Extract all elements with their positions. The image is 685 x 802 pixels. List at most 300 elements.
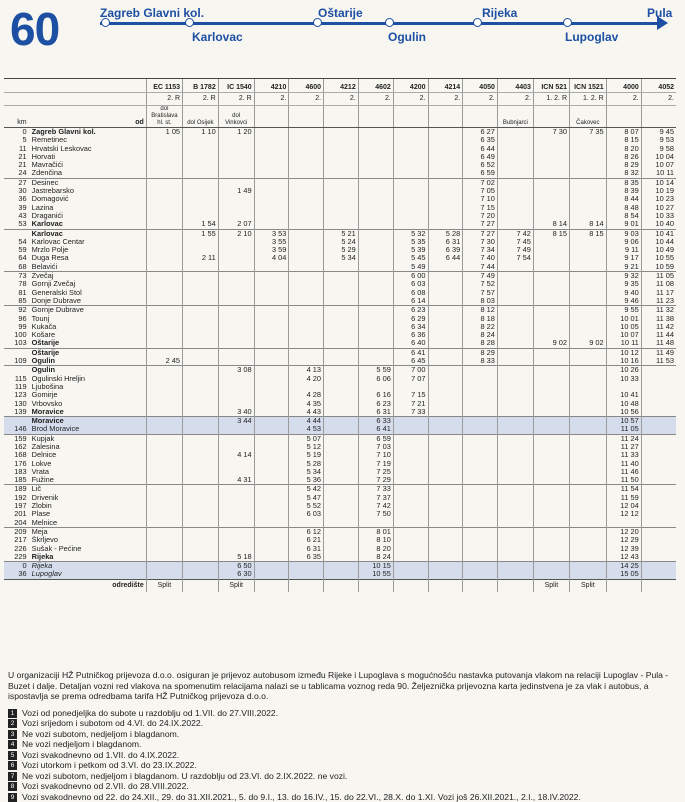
row-time <box>428 383 463 391</box>
table-row <box>4 383 676 391</box>
row-time <box>393 562 428 571</box>
row-time <box>606 383 641 391</box>
row-time <box>463 553 498 562</box>
row-km: 123 <box>4 391 30 399</box>
row-time <box>289 272 324 281</box>
row-time <box>570 315 607 323</box>
row-time <box>289 348 324 357</box>
row-time <box>218 434 254 443</box>
row-time <box>463 434 498 443</box>
row-time: 6 23 <box>393 306 428 315</box>
row-time <box>428 263 463 272</box>
origin-label: od <box>30 106 147 128</box>
row-time <box>570 434 607 443</box>
row-time <box>183 169 219 178</box>
row-time <box>218 391 254 399</box>
table-row <box>4 460 676 468</box>
row-km: 43 <box>4 212 30 220</box>
row-time <box>254 339 289 348</box>
row-time <box>324 169 359 178</box>
row-time: 5 36 <box>289 476 324 485</box>
row-time <box>324 375 359 383</box>
row-time <box>146 339 182 348</box>
row-time <box>146 220 182 229</box>
note-text: Ne vozi subotom, nedjeljom i blagdanom. <box>22 729 179 740</box>
row-time: 8 15 <box>533 229 569 238</box>
row-station: Gomirje <box>30 391 147 399</box>
row-station: Rijeka <box>30 562 147 571</box>
row-time: 8 33 <box>463 357 498 366</box>
row-km: 103 <box>4 339 30 348</box>
row-time <box>218 536 254 544</box>
row-time: 11 40 <box>606 460 641 468</box>
row-time <box>428 195 463 203</box>
row-time <box>533 417 569 426</box>
row-time <box>428 468 463 476</box>
table-row <box>4 357 676 366</box>
row-time: 7 25 <box>358 468 393 476</box>
row-km: 24 <box>4 169 30 178</box>
row-time <box>218 136 254 144</box>
row-time <box>641 519 676 528</box>
row-time <box>183 476 219 485</box>
row-time <box>393 195 428 203</box>
row-time <box>533 169 569 178</box>
row-time <box>146 545 182 553</box>
row-station: Melnice <box>30 519 147 528</box>
row-time <box>289 306 324 315</box>
row-time <box>393 425 428 434</box>
row-time <box>570 476 607 485</box>
row-time: 8 28 <box>463 339 498 348</box>
row-time: 5 52 <box>289 502 324 510</box>
row-time <box>358 315 393 323</box>
row-time: 6 06 <box>358 375 393 383</box>
row-time: 11 46 <box>606 468 641 476</box>
table-row <box>4 485 676 494</box>
row-time <box>183 331 219 339</box>
row-time: 9 46 <box>606 297 641 306</box>
train-number: EC 1153 <box>146 79 182 93</box>
row-station: Remetinec <box>30 136 147 144</box>
row-time: 11 05 <box>606 425 641 434</box>
row-time <box>358 195 393 203</box>
route-stop-label: Pula <box>647 6 672 20</box>
row-km: 130 <box>4 400 30 408</box>
row-time: 7 40 <box>463 254 498 262</box>
row-time: 7 44 <box>463 263 498 272</box>
row-time <box>533 315 569 323</box>
row-time: 10 07 <box>641 161 676 169</box>
row-time <box>183 562 219 571</box>
row-time <box>358 280 393 288</box>
row-time <box>146 323 182 331</box>
row-time <box>146 408 182 417</box>
row-time <box>533 254 569 262</box>
row-time <box>324 366 359 375</box>
table-row <box>4 195 676 203</box>
row-time <box>428 562 463 571</box>
row-time <box>146 204 182 212</box>
row-time: 6 59 <box>358 434 393 443</box>
row-time <box>183 272 219 281</box>
row-time <box>497 289 533 297</box>
row-km: 226 <box>4 545 30 553</box>
row-time: 5 59 <box>358 366 393 375</box>
row-time <box>254 570 289 579</box>
row-time <box>463 468 498 476</box>
row-km: 159 <box>4 434 30 443</box>
train-number: 4602 <box>358 79 393 93</box>
row-time: 7 10 <box>463 195 498 203</box>
row-time: 6 31 <box>428 238 463 246</box>
row-time <box>254 451 289 459</box>
row-time <box>324 178 359 187</box>
row-time <box>146 178 182 187</box>
row-station: Ogulin <box>30 357 147 366</box>
row-time <box>497 494 533 502</box>
row-time <box>393 451 428 459</box>
row-time: 11 38 <box>641 315 676 323</box>
row-time <box>324 408 359 417</box>
row-time <box>218 280 254 288</box>
row-time <box>289 246 324 254</box>
row-time: 7 50 <box>358 510 393 518</box>
row-time <box>570 553 607 562</box>
row-time <box>570 297 607 306</box>
row-time: 6 44 <box>428 254 463 262</box>
row-time <box>254 510 289 518</box>
row-time: 2 10 <box>218 229 254 238</box>
row-time <box>254 263 289 272</box>
row-time <box>324 383 359 391</box>
row-time <box>146 195 182 203</box>
row-time <box>533 451 569 459</box>
train-destination <box>641 579 676 592</box>
note-item <box>8 781 680 792</box>
row-time <box>570 570 607 579</box>
row-time: 5 34 <box>324 254 359 262</box>
row-time <box>358 339 393 348</box>
row-time <box>393 161 428 169</box>
row-time: 5 19 <box>289 451 324 459</box>
note-key-icon: 6 <box>8 761 17 770</box>
row-time: 10 40 <box>641 220 676 229</box>
row-time <box>146 246 182 254</box>
row-km: 96 <box>4 315 30 323</box>
train-destination: Split <box>570 579 607 592</box>
row-time: 7 52 <box>463 280 498 288</box>
table-row <box>4 187 676 195</box>
train-origin: dol Bratislava hl. st. <box>146 106 182 128</box>
row-station: Škrljevo <box>30 536 147 544</box>
row-time: 6 30 <box>218 570 254 579</box>
row-time: 8 14 <box>533 220 569 229</box>
row-time <box>463 425 498 434</box>
row-time <box>497 348 533 357</box>
row-time <box>218 306 254 315</box>
row-time: 6 08 <box>393 289 428 297</box>
row-time <box>463 502 498 510</box>
row-time <box>497 570 533 579</box>
row-time <box>641 451 676 459</box>
train-origin <box>254 106 289 128</box>
row-time: 15 05 <box>606 570 641 579</box>
row-time <box>254 391 289 399</box>
row-station: Kupjak <box>30 434 147 443</box>
row-time: 11 42 <box>641 323 676 331</box>
note-item <box>8 760 680 771</box>
row-time <box>324 263 359 272</box>
row-time <box>183 153 219 161</box>
row-time <box>324 153 359 161</box>
row-km: 162 <box>4 443 30 451</box>
note-item <box>8 739 680 750</box>
row-time <box>218 195 254 203</box>
row-km: 73 <box>4 272 30 281</box>
row-time <box>428 434 463 443</box>
table-row <box>4 417 676 426</box>
row-time <box>570 527 607 536</box>
row-time <box>533 476 569 485</box>
row-time: 4 04 <box>254 254 289 262</box>
row-time: 12 43 <box>606 553 641 562</box>
row-time <box>497 375 533 383</box>
train-destination: Split <box>146 579 182 592</box>
note-item <box>8 750 680 761</box>
row-time: 6 49 <box>463 153 498 161</box>
row-time <box>324 339 359 348</box>
row-time <box>533 391 569 399</box>
row-time <box>428 366 463 375</box>
row-time <box>533 212 569 220</box>
row-time: 8 10 <box>358 536 393 544</box>
row-time <box>533 443 569 451</box>
row-time: 10 57 <box>606 417 641 426</box>
train-number: ICN 1521 <box>570 79 607 93</box>
row-time <box>533 527 569 536</box>
row-km: 0 <box>4 562 30 571</box>
row-time <box>463 527 498 536</box>
table-row <box>4 246 676 254</box>
row-time <box>428 128 463 137</box>
row-time <box>393 553 428 562</box>
row-km: 204 <box>4 519 30 528</box>
row-time <box>606 519 641 528</box>
row-time <box>254 443 289 451</box>
row-time: 7 05 <box>463 187 498 195</box>
row-time <box>393 153 428 161</box>
row-time <box>533 553 569 562</box>
row-time <box>497 400 533 408</box>
row-time <box>641 400 676 408</box>
row-time <box>393 460 428 468</box>
row-time <box>428 306 463 315</box>
train-destination <box>497 579 533 592</box>
row-time: 8 54 <box>606 212 641 220</box>
train-destination <box>289 579 324 592</box>
row-time <box>533 204 569 212</box>
row-time: 5 35 <box>393 238 428 246</box>
row-time: 8 07 <box>606 128 641 137</box>
stop-dot-icon <box>385 18 394 27</box>
row-time <box>428 357 463 366</box>
row-time: 2 07 <box>218 220 254 229</box>
row-time <box>183 451 219 459</box>
train-origin <box>641 106 676 128</box>
table-row <box>4 366 676 375</box>
row-time: 7 29 <box>358 476 393 485</box>
row-km: 183 <box>4 468 30 476</box>
row-time: 9 55 <box>606 306 641 315</box>
row-time <box>497 460 533 468</box>
row-time <box>218 357 254 366</box>
row-time: 11 08 <box>641 280 676 288</box>
table-row <box>4 272 676 281</box>
row-km: 99 <box>4 323 30 331</box>
row-time <box>497 136 533 144</box>
row-time <box>324 195 359 203</box>
row-time <box>570 145 607 153</box>
row-km: 192 <box>4 494 30 502</box>
row-time: 4 13 <box>289 366 324 375</box>
row-km: 36 <box>4 195 30 203</box>
row-time <box>146 460 182 468</box>
row-time: 4 28 <box>289 391 324 399</box>
train-class: 2. R <box>183 93 219 106</box>
row-time: 8 29 <box>606 161 641 169</box>
row-time <box>428 323 463 331</box>
row-time <box>289 289 324 297</box>
train-class: 2. <box>497 93 533 106</box>
row-station: Rijeka <box>30 553 147 562</box>
row-time <box>324 297 359 306</box>
row-time <box>358 331 393 339</box>
row-time <box>393 510 428 518</box>
row-time: 11 54 <box>606 485 641 494</box>
row-time <box>289 331 324 339</box>
train-origin <box>393 106 428 128</box>
row-time <box>570 502 607 510</box>
row-time <box>533 289 569 297</box>
row-time <box>428 331 463 339</box>
row-km <box>4 348 30 357</box>
row-time <box>218 545 254 553</box>
row-time: 7 30 <box>533 128 569 137</box>
table-row <box>4 238 676 246</box>
row-time <box>641 527 676 536</box>
note-key-icon: 4 <box>8 740 17 749</box>
train-destination <box>254 579 289 592</box>
note-item <box>8 792 680 802</box>
row-time <box>254 502 289 510</box>
row-time <box>533 348 569 357</box>
row-km: 27 <box>4 178 30 187</box>
row-time <box>146 519 182 528</box>
note-text: Vozi svakodnevno od 2.VII. do 28.VIII.2022. <box>22 781 189 792</box>
row-time: 10 33 <box>606 375 641 383</box>
row-time <box>570 519 607 528</box>
row-time: 8 18 <box>463 315 498 323</box>
row-time <box>218 161 254 169</box>
row-time <box>393 545 428 553</box>
row-time <box>393 169 428 178</box>
table-row <box>4 153 676 161</box>
row-time <box>393 128 428 137</box>
row-time <box>428 375 463 383</box>
row-time: 7 42 <box>497 229 533 238</box>
row-time <box>289 128 324 137</box>
row-time <box>254 178 289 187</box>
row-time: 10 48 <box>606 400 641 408</box>
table-row <box>4 545 676 553</box>
row-time <box>393 145 428 153</box>
row-time <box>146 425 182 434</box>
route-line <box>100 22 660 25</box>
row-time <box>497 485 533 494</box>
row-station: Karlovac Centar <box>30 238 147 246</box>
row-time <box>324 476 359 485</box>
row-time <box>146 443 182 451</box>
row-time <box>254 145 289 153</box>
row-time: 7 49 <box>463 272 498 281</box>
route-stop-label: Karlovac <box>192 30 243 44</box>
train-destination: Split <box>218 579 254 592</box>
row-station: Košare <box>30 331 147 339</box>
row-time: 3 08 <box>218 366 254 375</box>
row-time: 7 27 <box>463 220 498 229</box>
row-time <box>218 246 254 254</box>
row-time <box>497 161 533 169</box>
row-time: 5 18 <box>218 553 254 562</box>
row-km: 189 <box>4 485 30 494</box>
row-time <box>324 536 359 544</box>
row-time <box>183 434 219 443</box>
table-row <box>4 229 676 238</box>
row-time <box>570 178 607 187</box>
note-item <box>8 729 680 740</box>
row-km: 100 <box>4 331 30 339</box>
row-time <box>146 153 182 161</box>
header-km-spacer <box>4 79 30 93</box>
note-text: Ne vozi subotom, nedjeljom i blagdanom. U razdoblju od 23.VI. do 2.IX.2022. ne vozi. <box>22 771 347 782</box>
row-time <box>183 323 219 331</box>
row-time: 5 39 <box>393 246 428 254</box>
row-time <box>393 570 428 579</box>
row-time: 8 35 <box>606 178 641 187</box>
row-time <box>463 536 498 544</box>
row-time <box>289 136 324 144</box>
row-time <box>533 570 569 579</box>
row-time: 7 15 <box>393 391 428 399</box>
table-row <box>4 400 676 408</box>
row-time <box>289 178 324 187</box>
train-origin: Čakovec <box>570 106 607 128</box>
row-time <box>324 306 359 315</box>
row-time <box>641 408 676 417</box>
row-time <box>497 128 533 137</box>
row-time <box>497 339 533 348</box>
row-time <box>497 153 533 161</box>
row-time <box>254 323 289 331</box>
row-time <box>183 417 219 426</box>
row-time <box>358 178 393 187</box>
table-row <box>4 434 676 443</box>
row-time <box>428 178 463 187</box>
row-time <box>497 468 533 476</box>
row-station: Vrata <box>30 468 147 476</box>
row-time <box>324 348 359 357</box>
